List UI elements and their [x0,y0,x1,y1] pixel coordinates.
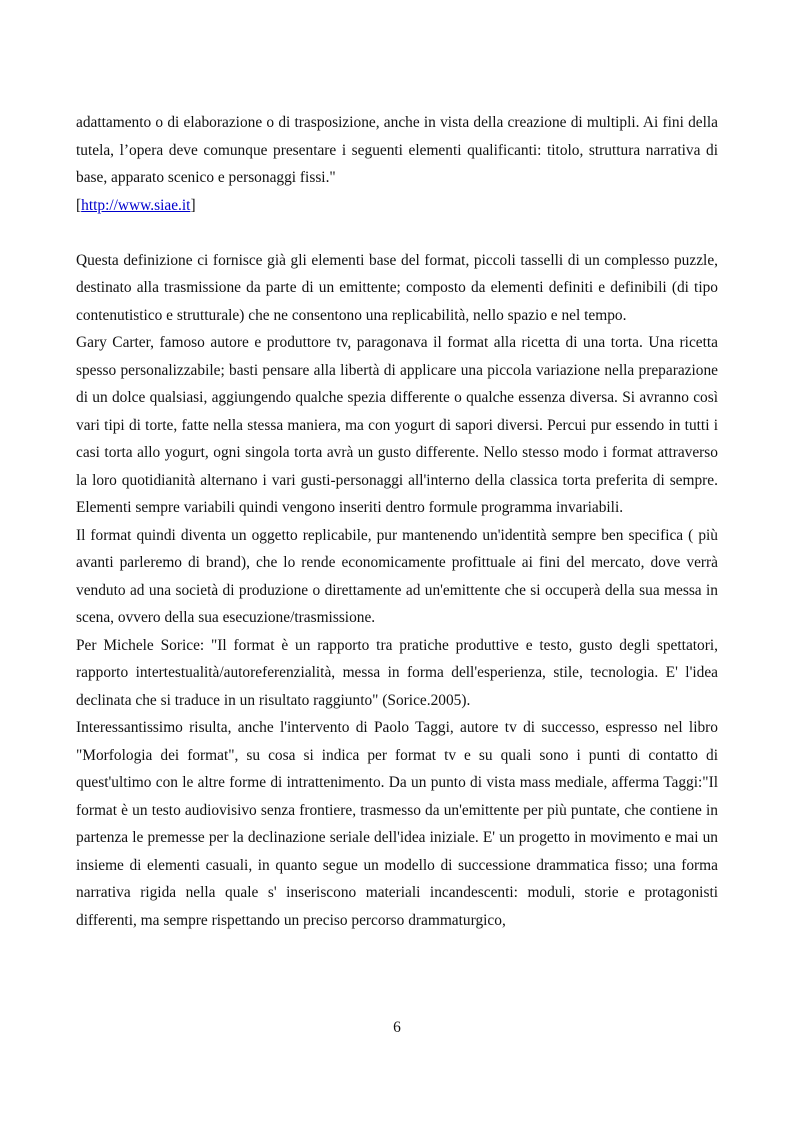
citation [76,192,718,220]
paragraph-siae-quote: adattamento o di elaborazione o di trasposizione, anche in vista della creazione di multipli. Ai fini della tutela, l’opera deve comunque presentare i seguenti elementi qualificanti: titolo, struttura narrativa di base, apparato scenico e personaggi fissi." [76,114,718,186]
paragraph-sorice: Per Michele Sorice: "Il format è un rapporto tra pratiche produttive e testo, gusto degli spettatori, rapporto intertestualità/autoreferenzialità, messa in forma dell'esperienza, stile, tecnologia. E' l'idea declinata che si traduce in un risultato raggiunto" (Sorice.2005). [76,636,718,709]
paragraph-taggi: Interessantissimo risulta, anche l'intervento di Paolo Taggi, autore tv di successo, espresso nel libro "Morfologia dei format", su cosa si indica per format tv e su quali sono i punti di contatto di quest'ultimo con le altre forme di intrattenimento. Da un punto di vista mass mediale, afferma Taggi:"Il format è un testo audiovisivo senza frontiere, trasmesso da un'emittente per più puntate, che contiene in partenza le premesse per la declinazione seriale dell'idea iniziale. E' un progetto in movimento e mai un insieme di elementi casuali, in quanto segue un modello di successione drammatica fisso; una forma narrativa rigida nella quale s' inseriscono materiali incandescenti: moduli, storie e protagonisti differenti, ma sempre rispettando un preciso percorso drammaturgico, [76,719,718,929]
citation-link[interactable]: http://www.siae.it [81,196,191,214]
document-body [76,109,718,934]
citation-open-bracket: [ [76,196,82,214]
page-number: 6 [393,1019,401,1036]
paragraph-gap [76,219,718,247]
citation-close-bracket: ] [190,196,196,214]
paragraph-gary-carter: Gary Carter, famoso autore e produttore tv, paragonava il format alla ricetta di una torta. Una ricetta spesso personalizzabile; basti pensare alla libertà di applicare una piccola variazione nella preparazione di un dolce qualsiasi, aggiungendo qualche spezia differente o qualche essenza diversa. Si avranno così vari tipi di torte, fatte nella stessa maniera, ma con yogurt di sapori diversi. Percui pur essendo in tutti i casi torta allo yogurt, ogni singola torta avrà un gusto differente. Nello stesso modo i format attraverso la loro quotidianità alternano i vari gusti-personaggi all'interno della classica torta preferita di sempre. Elementi sempre variabili quindi vengono inseriti dentro formule programma invariabili. [76,334,718,516]
paragraph-definition: Questa definizione ci fornisce già gli elementi base del format, piccoli tasselli di un complesso puzzle, destinato alla trasmissione da parte di un emittente; composto da elementi definiti e definibili (di tipo contenutistico e strutturale) che ne consentono una replicabilità, nello spazio e nel tempo. [76,251,718,324]
paragraph-replicable: Il format quindi diventa un oggetto replicabile, pur mantenendo un'identità sempre ben specifica ( più avanti parleremo di brand), che lo rende economicamente profittuale ai fini del mercato, dove verrà venduto ad una società di produzione o direttamente ad un'emittente che si occuperà della sua messa in scena, ovvero della sua esecuzione/trasmissione. [76,526,718,626]
